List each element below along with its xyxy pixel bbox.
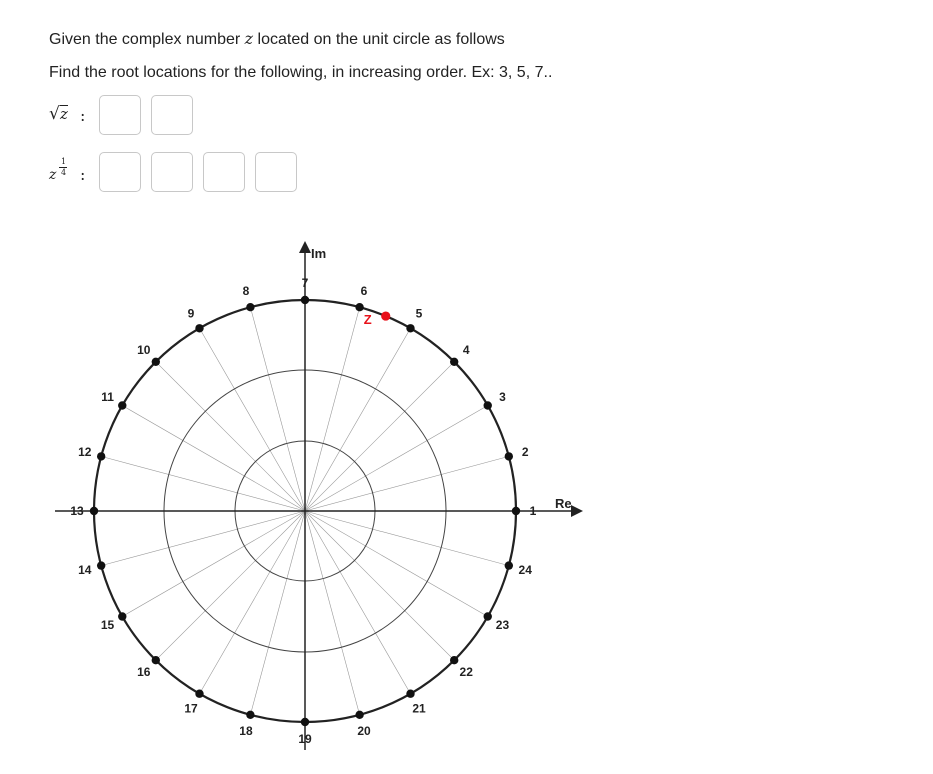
point-label-6: 6 xyxy=(360,283,368,298)
quartic-var: z xyxy=(49,167,57,183)
grid-spoke xyxy=(200,328,306,511)
real-axis-label: Re xyxy=(555,496,572,511)
root-point-6 xyxy=(355,303,363,311)
root-point-23 xyxy=(484,612,492,620)
point-label-5: 5 xyxy=(415,306,423,321)
point-label-10: 10 xyxy=(137,342,151,357)
point-label-9: 9 xyxy=(187,306,195,321)
grid-spoke xyxy=(305,511,488,617)
point-label-17: 17 xyxy=(184,701,198,716)
point-label-1: 1 xyxy=(529,504,537,518)
sqrt-answer-row xyxy=(49,92,203,138)
root-point-13 xyxy=(90,507,98,515)
point-label-4: 4 xyxy=(462,342,470,357)
root-point-5 xyxy=(406,324,414,332)
grid-spoke xyxy=(200,511,306,694)
grid-spoke xyxy=(305,511,411,694)
point-label-20: 20 xyxy=(357,724,371,739)
point-label-12: 12 xyxy=(78,444,92,459)
sqrt-answer-input-1[interactable] xyxy=(99,95,141,135)
grid-spoke xyxy=(156,511,305,660)
quartic-answer-row xyxy=(49,149,307,195)
point-label-16: 16 xyxy=(137,665,151,680)
point-label-7: 7 xyxy=(301,276,309,290)
point-label-15: 15 xyxy=(100,618,115,632)
root-point-9 xyxy=(195,324,203,332)
point-label-14: 14 xyxy=(78,563,92,578)
point-label-8: 8 xyxy=(242,283,250,298)
exp-denominator: 4 xyxy=(61,168,67,177)
quartic-colon: : xyxy=(80,165,86,184)
root-point-1 xyxy=(512,507,520,515)
grid-spoke xyxy=(305,406,488,512)
quartic-answer-input-2[interactable] xyxy=(151,152,193,192)
root-point-24 xyxy=(505,561,513,569)
question-prefix: Given the complex number xyxy=(49,31,241,48)
root-point-8 xyxy=(246,303,254,311)
sqrt-answer-input-2[interactable] xyxy=(151,95,193,135)
point-label-11: 11 xyxy=(101,390,114,404)
imaginary-axis-label: Im xyxy=(311,246,327,261)
unit-circle-diagram xyxy=(50,238,590,758)
root-point-22 xyxy=(450,656,458,664)
grid-spoke xyxy=(305,511,454,660)
sqrt-label xyxy=(49,95,99,135)
root-point-20 xyxy=(355,711,363,719)
root-point-15 xyxy=(118,612,126,620)
grid-spoke xyxy=(305,511,360,715)
variable-z: z xyxy=(244,29,254,48)
root-point-7 xyxy=(301,296,309,304)
grid-spoke xyxy=(305,328,411,511)
question-line-2: Find the root locations for the following, in increasing order. Ex: 3, 5, 7.. xyxy=(49,64,553,81)
root-point-21 xyxy=(406,690,414,698)
quartic-answer-input-3[interactable] xyxy=(203,152,245,192)
sqrt-var: z xyxy=(60,105,68,123)
quartic-answer-input-1[interactable] xyxy=(99,152,141,192)
point-label-23: 23 xyxy=(495,618,510,632)
point-label-21: 21 xyxy=(412,701,426,716)
point-label-24: 24 xyxy=(518,563,532,578)
point-label-18: 18 xyxy=(239,724,253,739)
root-point-12 xyxy=(97,452,105,460)
root-point-4 xyxy=(450,358,458,366)
grid-spoke xyxy=(101,511,305,566)
z-point xyxy=(381,311,390,320)
root-point-18 xyxy=(246,711,254,719)
question-suffix: located on the unit circle as follows xyxy=(257,31,505,48)
grid-spoke xyxy=(250,511,305,715)
root-point-16 xyxy=(152,656,160,664)
exp-numerator: 1 xyxy=(61,157,67,166)
grid-spoke xyxy=(305,362,454,511)
quartic-label xyxy=(49,152,99,192)
quartic-answer-input-4[interactable] xyxy=(255,152,297,192)
root-point-3 xyxy=(484,401,492,409)
root-point-11 xyxy=(118,401,126,409)
grid-spoke xyxy=(156,362,305,511)
point-label-2: 2 xyxy=(521,444,529,459)
grid-spoke xyxy=(305,307,360,511)
point-label-3: 3 xyxy=(499,390,506,404)
z-point-label: Z xyxy=(363,312,372,328)
root-point-10 xyxy=(152,358,160,366)
point-label-13: 13 xyxy=(70,504,84,518)
point-label-22: 22 xyxy=(459,665,473,680)
question-line-1 xyxy=(49,29,505,49)
grid-spoke xyxy=(250,307,305,511)
point-label-19: 19 xyxy=(298,732,312,746)
grid-spoke xyxy=(305,511,509,566)
grid-spoke xyxy=(122,406,305,512)
grid-spoke xyxy=(305,456,509,511)
grid-spoke xyxy=(122,511,305,617)
grid-spoke xyxy=(101,456,305,511)
root-point-2 xyxy=(505,452,513,460)
root-point-19 xyxy=(301,718,309,726)
root-point-17 xyxy=(195,690,203,698)
sqrt-colon: : xyxy=(80,106,86,125)
sqrt-symbol: √ xyxy=(49,104,60,124)
root-point-14 xyxy=(97,561,105,569)
